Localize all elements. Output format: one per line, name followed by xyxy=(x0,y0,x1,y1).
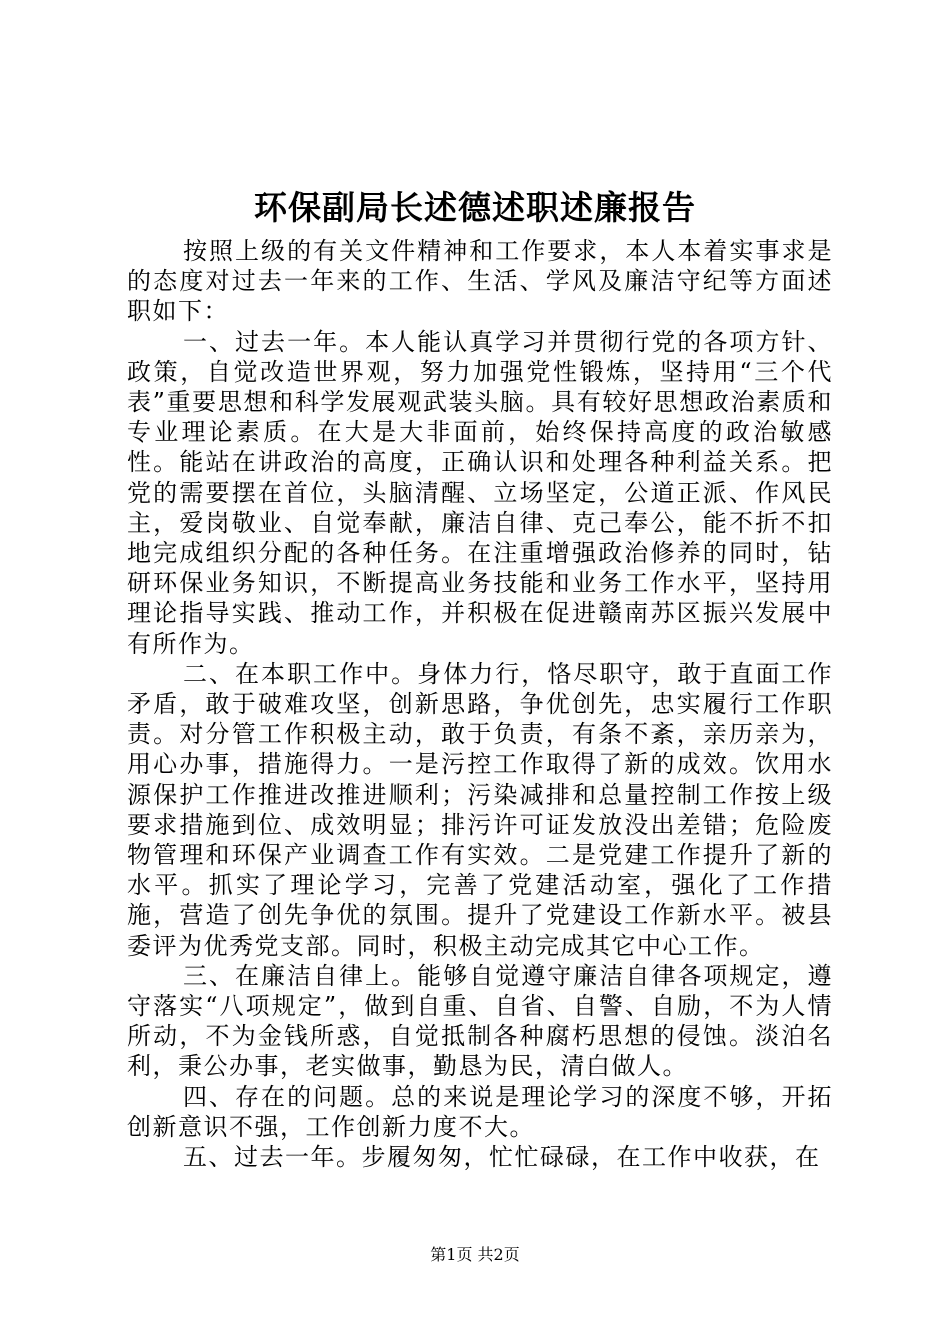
paragraph-section-1: 一、过去一年。本人能认真学习并贯彻行党的各项方针、政策，自觉改造世界观，努力加强党性锻炼，坚持用“三个代表”重要思想和科学发展观武装头脑。具有较好思想政治素质和专业理论素质。在大是大非面前，始终保持高度的政治敏感性。能站在讲政治的高度，正确认识和处理各种利益关系。把党的需要摆在首位，头脑清醒、立场坚定，公道正派、作风民主，爱岗敬业、自觉奉献，廉洁自律、克己奉公，能不折不扣地完成组织分配的各种任务。在注重增强政治修养的同时，钻研环保业务知识，不断提高业务技能和业务工作水平，坚持用理论指导实践、推动工作，并积极在促进赣南苏区振兴发展中有所作为。 xyxy=(127,327,833,658)
page-number-footer: 第1页 共2页 xyxy=(430,1245,520,1264)
paragraph-section-2: 二、在本职工作中。身体力行，恪尽职守，敢于直面工作矛盾，敢于破难攻坚，创新思路，争优创先，忠实履行工作职责。对分管工作积极主动，敢于负责，有条不紊，亲历亲为，用心办事，措施得力。一是污控工作取得了新的成效。饮用水源保护工作推进改推进顺利；污染减排和总量控制工作按上级要求措施到位、成效明显；排污许可证发放没出差错；危险废物管理和环保产业调查工作有实效。二是党建工作提升了新的水平。抓实了理论学习，完善了党建活动室，强化了工作措施，营造了创先争优的氛围。提升了党建设工作新水平。被县委评为优秀党支部。同时，积极主动完成其它中心工作。 xyxy=(127,659,833,960)
paragraph-section-4: 四、存在的问题。总的来说是理论学习的深度不够，开拓创新意识不强，工作创新力度不大。 xyxy=(127,1082,833,1141)
paragraph-section-5: 五、过去一年。步履匆匆，忙忙碌碌，在工作中收获，在 xyxy=(183,1143,821,1172)
document-body xyxy=(127,236,833,1172)
document-title: 环保副局长述德述职述廉报告 xyxy=(254,188,696,227)
paragraph-intro: 按照上级的有关文件精神和工作要求，本人本着实事求是的态度对过去一年来的工作、生活、学风及廉洁守纪等方面述职如下： xyxy=(127,237,833,326)
paragraph-section-3: 三、在廉洁自律上。能够自觉遵守廉洁自律各项规定，遵守落实“八项规定”，做到自重、自省、自警、自励，不为人情所动，不为金钱所惑，自觉抵制各种腐朽思想的侵蚀。淡泊名利，秉公办事，老实做事，勤恳为民，清白做人。 xyxy=(127,961,833,1081)
